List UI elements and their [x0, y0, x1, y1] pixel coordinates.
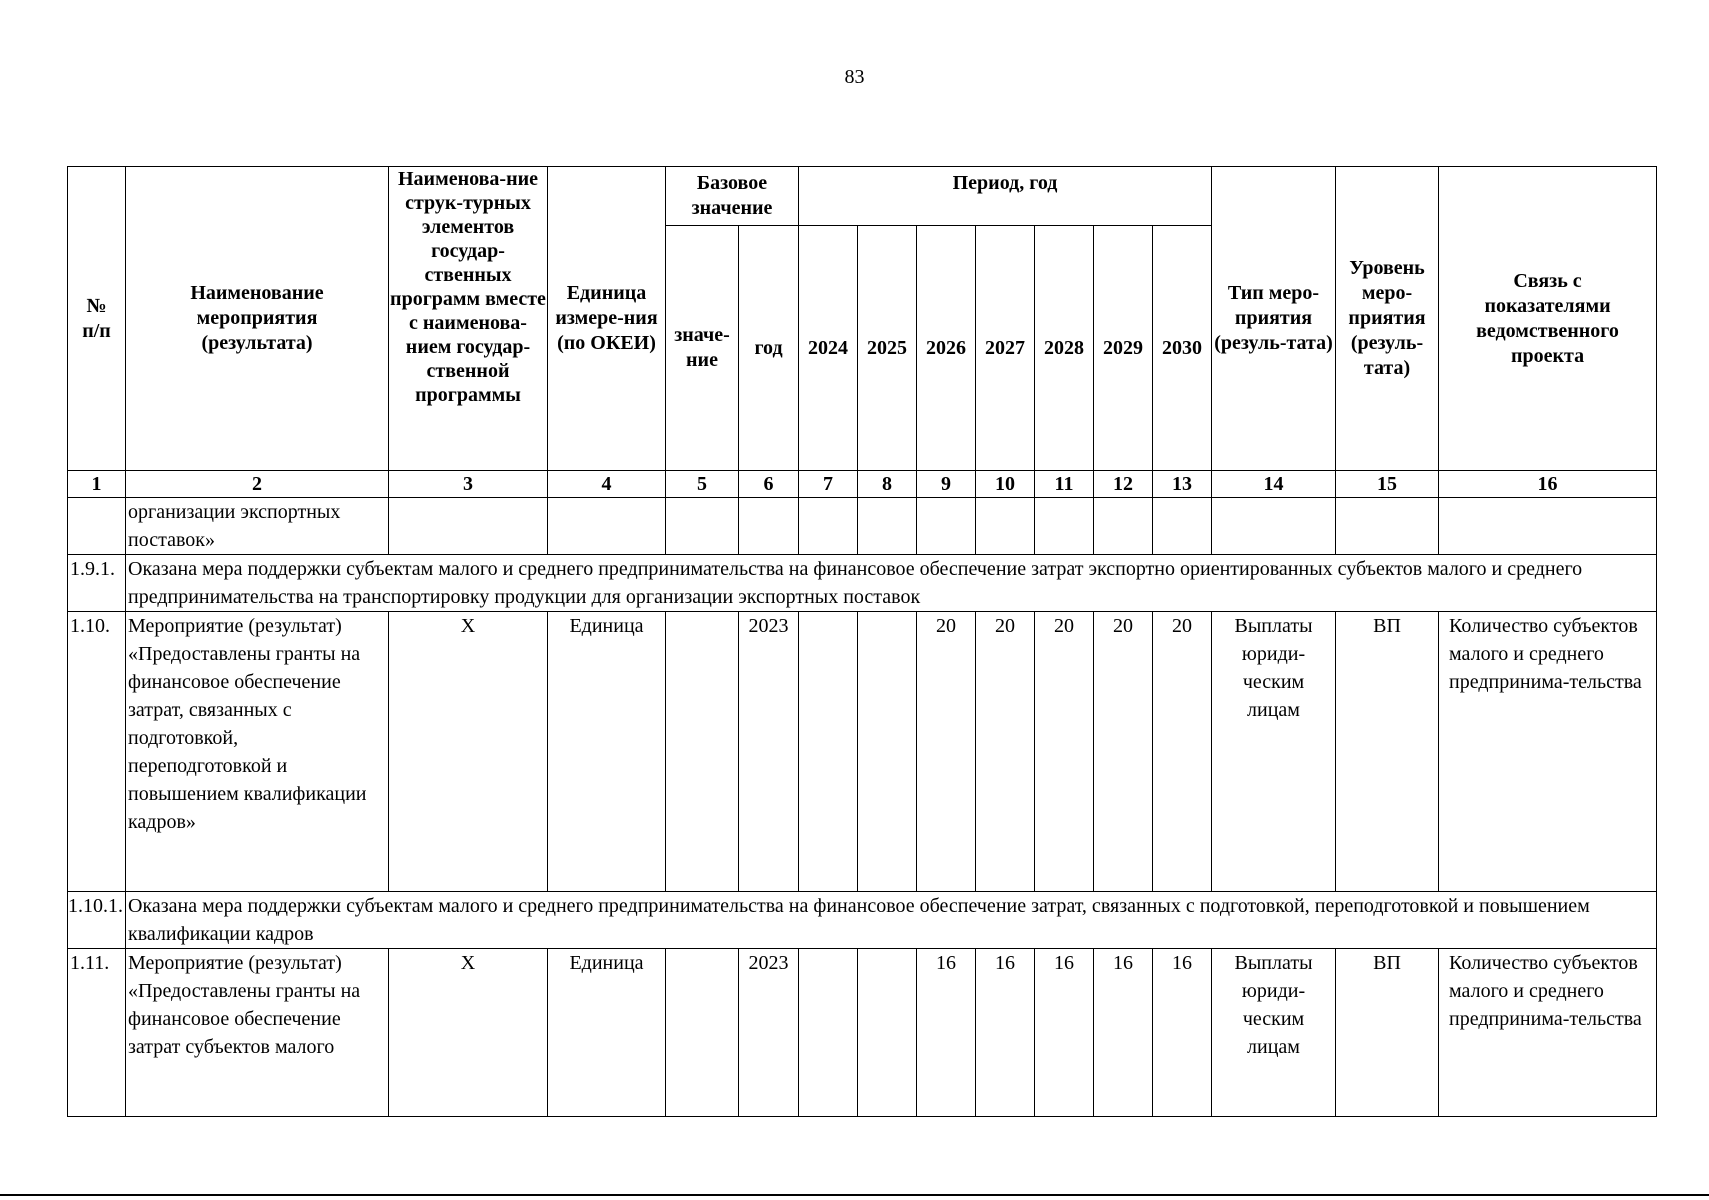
row-1-10-num: 1.10. — [68, 612, 126, 892]
row-1-11-base-value — [666, 949, 739, 1117]
colnum-10: 10 — [976, 471, 1035, 498]
row-1-11-unit: Единица — [548, 949, 666, 1117]
span-row-2-text: Оказана мера поддержки субъектам малого и среднего предпринимательства на финансовое обеспечение затрат, связанных с подготовкой, переподготовкой и повышением квалификации кадров — [126, 892, 1657, 949]
header-struct: Наименова-ние струк-турных элементов государ-ственных программ вместе с наименова-нием государ-ственной программы — [389, 167, 548, 471]
header-period: Период, год — [799, 167, 1212, 226]
continuation-name: организации экспортных поставок» — [126, 498, 389, 555]
header-link: Связь с показателями ведомственного проекта — [1439, 167, 1657, 471]
row-1-10-2025 — [858, 612, 917, 892]
table-row — [68, 612, 1657, 892]
row-1-11-base-year: 2023 — [739, 949, 799, 1117]
colnum-5: 5 — [666, 471, 739, 498]
row-1-11-2024 — [799, 949, 858, 1117]
header-unit: Единица измере-ния (по ОКЕИ) — [548, 167, 666, 471]
colnum-6: 6 — [739, 471, 799, 498]
colnum-3: 3 — [389, 471, 548, 498]
row-1-10-type: Выплаты юриди-ческим лицам — [1212, 612, 1336, 892]
row-1-10-name: Мероприятие (результат) «Предоставлены гранты на финансовое обеспечение затрат, связанных с подготовкой, переподготовкой и повышением квалификации кадров» — [126, 612, 389, 892]
row-1-11-type: Выплаты юриди-ческим лицам — [1212, 949, 1336, 1117]
span-row-2-num: 1.10.1. — [68, 892, 126, 949]
row-1-10-2030: 20 — [1153, 612, 1212, 892]
row-1-10-unit: Единица — [548, 612, 666, 892]
colnum-15: 15 — [1336, 471, 1439, 498]
header-name: Наименование мероприятия (результата) — [126, 167, 389, 471]
row-1-10-struct: X — [389, 612, 548, 892]
row-1-11-2027: 16 — [976, 949, 1035, 1117]
row-1-10-base-year: 2023 — [739, 612, 799, 892]
header-year-2030: 2030 — [1153, 226, 1212, 471]
activities-table — [67, 166, 1657, 1117]
row-1-10-2024 — [799, 612, 858, 892]
colnum-14: 14 — [1212, 471, 1336, 498]
header-base: Базовое значение — [666, 167, 799, 226]
page-bottom-rule — [0, 1194, 1709, 1196]
colnum-13: 13 — [1153, 471, 1212, 498]
row-1-11-2029: 16 — [1094, 949, 1153, 1117]
table-row — [68, 892, 1657, 949]
header-year-2025: 2025 — [858, 226, 917, 471]
colnum-11: 11 — [1035, 471, 1094, 498]
header-year-2027: 2027 — [976, 226, 1035, 471]
row-1-11-2030: 16 — [1153, 949, 1212, 1117]
colnum-2: 2 — [126, 471, 389, 498]
colnum-16: 16 — [1439, 471, 1657, 498]
header-num: № п/п — [68, 167, 126, 471]
header-base-year: год — [739, 226, 799, 471]
colnum-9: 9 — [917, 471, 976, 498]
row-1-10-base-value — [666, 612, 739, 892]
row-1-11-2026: 16 — [917, 949, 976, 1117]
colnum-4: 4 — [548, 471, 666, 498]
row-1-10-2026: 20 — [917, 612, 976, 892]
row-1-11-link: Количество субъектов малого и среднего предпринима-тельства — [1439, 949, 1657, 1117]
row-1-11-level: ВП — [1336, 949, 1439, 1117]
row-1-10-2028: 20 — [1035, 612, 1094, 892]
header-base-value: значе-ние — [666, 226, 739, 471]
header-year-2024: 2024 — [799, 226, 858, 471]
colnum-1: 1 — [68, 471, 126, 498]
table-row — [68, 498, 1657, 555]
header-year-2028: 2028 — [1035, 226, 1094, 471]
span-row-1-num: 1.9.1. — [68, 555, 126, 612]
header-type: Тип меро-приятия (резуль-тата) — [1212, 167, 1336, 471]
row-1-11-num: 1.11. — [68, 949, 126, 1117]
span-row-1-text: Оказана мера поддержки субъектам малого и среднего предпринимательства на финансовое обеспечение затрат экспортно ориентированных субъектов малого и среднего предпринимательства на транспортировку продукции для организации экспортных поставок — [126, 555, 1657, 612]
row-1-10-link: Количество субъектов малого и среднего предпринима-тельства — [1439, 612, 1657, 892]
page-number: 83 — [844, 66, 865, 88]
row-1-11-name: Мероприятие (результат) «Предоставлены гранты на финансовое обеспечение затрат субъектов малого — [126, 949, 389, 1117]
column-numbers-row — [68, 471, 1657, 498]
row-1-10-2029: 20 — [1094, 612, 1153, 892]
row-1-11-2028: 16 — [1035, 949, 1094, 1117]
colnum-8: 8 — [858, 471, 917, 498]
row-1-10-level: ВП — [1336, 612, 1439, 892]
table-row — [68, 555, 1657, 612]
colnum-12: 12 — [1094, 471, 1153, 498]
row-1-11-struct: X — [389, 949, 548, 1117]
row-1-10-2027: 20 — [976, 612, 1035, 892]
header-year-2029: 2029 — [1094, 226, 1153, 471]
header-year-2026: 2026 — [917, 226, 976, 471]
header-level: Уровень меро-приятия (резуль-тата) — [1336, 167, 1439, 471]
row-1-11-2025 — [858, 949, 917, 1117]
table-row — [68, 949, 1657, 1117]
colnum-7: 7 — [799, 471, 858, 498]
